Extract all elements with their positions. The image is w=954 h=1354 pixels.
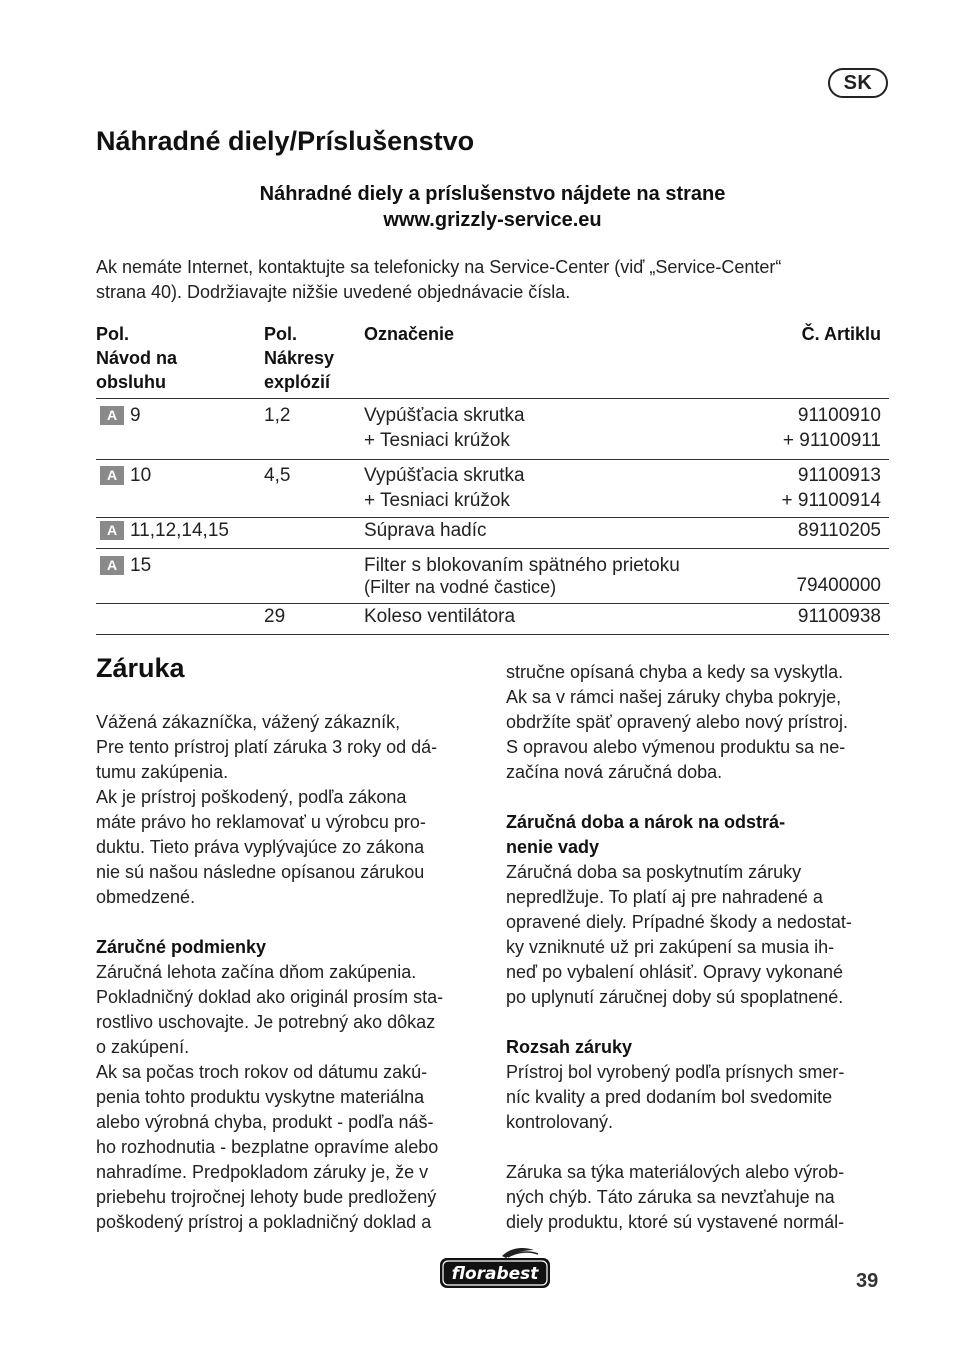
subheading-warranty-scope: Rozsah záruky <box>506 1037 633 1057</box>
text-line: po uplynutí záručnej doby sú spoplatnené. <box>506 987 844 1007</box>
article-line: + 91100914 <box>781 490 881 511</box>
text-line: Prístroj bol vyrobený podľa prísnych smer- <box>506 1062 845 1082</box>
warranty-left-column <box>96 710 488 1235</box>
pos-value: 15 <box>130 555 152 576</box>
marker-a-badge: A <box>100 556 124 575</box>
table-row-5-desc: Koleso ventilátora <box>364 606 516 627</box>
pos-value: 9 <box>130 405 141 426</box>
desc-line: (Filter na vodné častice) <box>364 577 557 597</box>
section-title-spare-parts: Náhradné diely/Príslušenstvo <box>96 126 475 156</box>
intro-line-2: strana 40). Dodržiavajte nižšie uvedené objednávacie čísla. <box>96 282 571 302</box>
text-line: ných chýb. Táto záruka sa nevzťahuje na <box>506 1187 835 1207</box>
text-line: penia tohto produktu vyskytne materiálna <box>96 1087 425 1107</box>
warranty-right-column <box>506 660 898 1235</box>
header-line: Pol. <box>96 324 130 344</box>
text-line: nahradíme. Predpokladom záruky je, že v <box>96 1162 429 1182</box>
header-pos-manual <box>96 322 177 394</box>
text-line: diely produktu, ktoré sú vystavené normál- <box>506 1212 845 1232</box>
article-line: 91100913 <box>797 465 881 486</box>
article-line: + 91100911 <box>782 430 881 451</box>
spare-parts-subtitle <box>96 181 889 233</box>
text-line: Ak sa v rámci našej záruky chyba pokryje, <box>506 687 842 707</box>
table-row-4-pos <box>100 553 151 578</box>
text-line: obdržíte späť opravený alebo nový prístroj. <box>506 712 848 732</box>
marker-a-badge: A <box>100 466 124 485</box>
table-row-4-desc <box>364 555 680 598</box>
header-article-number: Č. Artiklu <box>801 324 881 344</box>
header-line: explózií <box>264 372 331 392</box>
text-line: Záručná lehota začína dňom zakúpenia. <box>96 962 417 982</box>
text-line: obmedzené. <box>96 887 196 907</box>
table-row-5-article: 91100938 <box>797 606 881 627</box>
table-row-3-pos <box>100 518 229 543</box>
intro-paragraph <box>96 255 889 305</box>
table-row-5-drawing: 29 <box>264 606 286 627</box>
table-row-2-article <box>680 463 881 513</box>
text-line: ky vzniknuté už pri zakúpení sa musia ih- <box>506 937 835 957</box>
text-line: Pokladničný doklad ako originál prosím sta- <box>96 987 444 1007</box>
text-line: kontrolovaný. <box>506 1112 614 1132</box>
header-pos-drawing <box>264 322 334 394</box>
marker-a-badge: A <box>100 521 124 540</box>
table-row-1-article <box>680 403 881 453</box>
table-row-2-pos <box>100 463 151 488</box>
text-line: tumu zakúpenia. <box>96 762 229 782</box>
subheading-warranty-period: nenie vady <box>506 837 600 857</box>
language-badge: SK <box>828 68 888 98</box>
text-line: Záruka sa týka materiálových alebo výrob- <box>506 1162 845 1182</box>
text-line: S opravou alebo výmenou produktu sa ne- <box>506 737 846 757</box>
table-rule <box>96 634 889 635</box>
text-line: máte právo ho reklamovať u výrobcu pro- <box>96 812 426 832</box>
table-row-4-article: 79400000 <box>796 575 881 596</box>
text-line: stručne opísaná chyba a kedy sa vyskytla. <box>506 662 844 682</box>
article-line: 91100910 <box>797 405 881 426</box>
text-line: duktu. Tieto práva vyplývajúce zo zákona <box>96 837 425 857</box>
table-row-1-desc <box>364 403 525 453</box>
desc-line: Filter s blokovaním spätného prietoku <box>364 555 680 576</box>
desc-line: Vypúšťacia skrutka <box>364 405 525 426</box>
text-line: alebo výrobná chyba, produkt - podľa náš- <box>96 1112 434 1132</box>
text-line: priebehu trojročnej lehoty bude predložený <box>96 1187 437 1207</box>
text-line: níc kvality a pred dodaním bol svedomite <box>506 1087 833 1107</box>
page-number: 39 <box>856 1270 879 1292</box>
header-description: Označenie <box>364 324 455 344</box>
text-line: opravené diely. Prípadné škody a nedostat- <box>506 912 852 932</box>
text-line: poškodený prístroj a pokladničný doklad a <box>96 1212 432 1232</box>
table-row-3-article: 89110205 <box>797 520 881 541</box>
text-line: ho rozhodnutia - bezplatne opravíme alebo <box>96 1137 439 1157</box>
text-line: Ak je prístroj poškodený, podľa zákona <box>96 787 407 807</box>
subtitle-line-1: Náhradné diely a príslušenstvo nájdete na strane <box>259 183 726 205</box>
subtitle-link[interactable]: www.grizzly-service.eu <box>383 209 602 231</box>
text-line: nie sú našou následne opísanou zárukou <box>96 862 425 882</box>
text-line: neď po vybalení ohlásiť. Opravy vykonané <box>506 962 844 982</box>
table-row-1-drawing: 1,2 <box>264 405 291 426</box>
text-line: Ak sa počas troch rokov od dátumu zakú- <box>96 1062 428 1082</box>
desc-line: + Tesniaci krúžok <box>364 430 510 451</box>
table-rule <box>96 459 889 460</box>
desc-line: + Tesniaci krúžok <box>364 490 510 511</box>
florabest-logo <box>438 1246 552 1297</box>
marker-a-badge: A <box>100 406 124 425</box>
pos-value: 11,12,14,15 <box>130 520 229 541</box>
header-line: Návod na <box>96 348 178 368</box>
table-row-2-desc <box>364 463 525 513</box>
subheading-warranty-period: Záručná doba a nárok na odstrá- <box>506 812 786 832</box>
header-line: Nákresy <box>264 348 335 368</box>
table-rule <box>96 548 889 549</box>
text-line: Záručná doba sa poskytnutím záruky <box>506 862 802 882</box>
table-rule <box>96 398 889 399</box>
section-title-warranty: Záruka <box>96 653 185 683</box>
desc-line: Vypúšťacia skrutka <box>364 465 525 486</box>
subheading-warranty-conditions: Záručné podmienky <box>96 937 267 957</box>
florabest-logo-icon <box>438 1246 552 1292</box>
table-row-1-pos <box>100 403 141 428</box>
table-row-2-drawing: 4,5 <box>264 465 291 486</box>
svg-text:florabest: florabest <box>451 1264 539 1284</box>
text-line: rostlivo uschovajte. Je potrebný ako dôkaz <box>96 1012 436 1032</box>
pos-value: 10 <box>130 465 152 486</box>
text-line: Pre tento prístroj platí záruka 3 roky od dá- <box>96 737 438 757</box>
header-line: Pol. <box>264 324 298 344</box>
text-line: nepredlžuje. To platí aj pre nahradené a <box>506 887 823 907</box>
text-line: začína nová záručná doba. <box>506 762 723 782</box>
intro-line-1: Ak nemáte Internet, kontaktujte sa telefonicky na Service-Center (viď „Service-Center“ <box>96 257 782 277</box>
text-line: o zakúpení. <box>96 1037 190 1057</box>
table-row-3-desc: Súprava hadíc <box>364 520 487 541</box>
text-line: Vážená zákazníčka, vážený zákazník, <box>96 712 401 732</box>
header-line: obsluhu <box>96 372 166 392</box>
